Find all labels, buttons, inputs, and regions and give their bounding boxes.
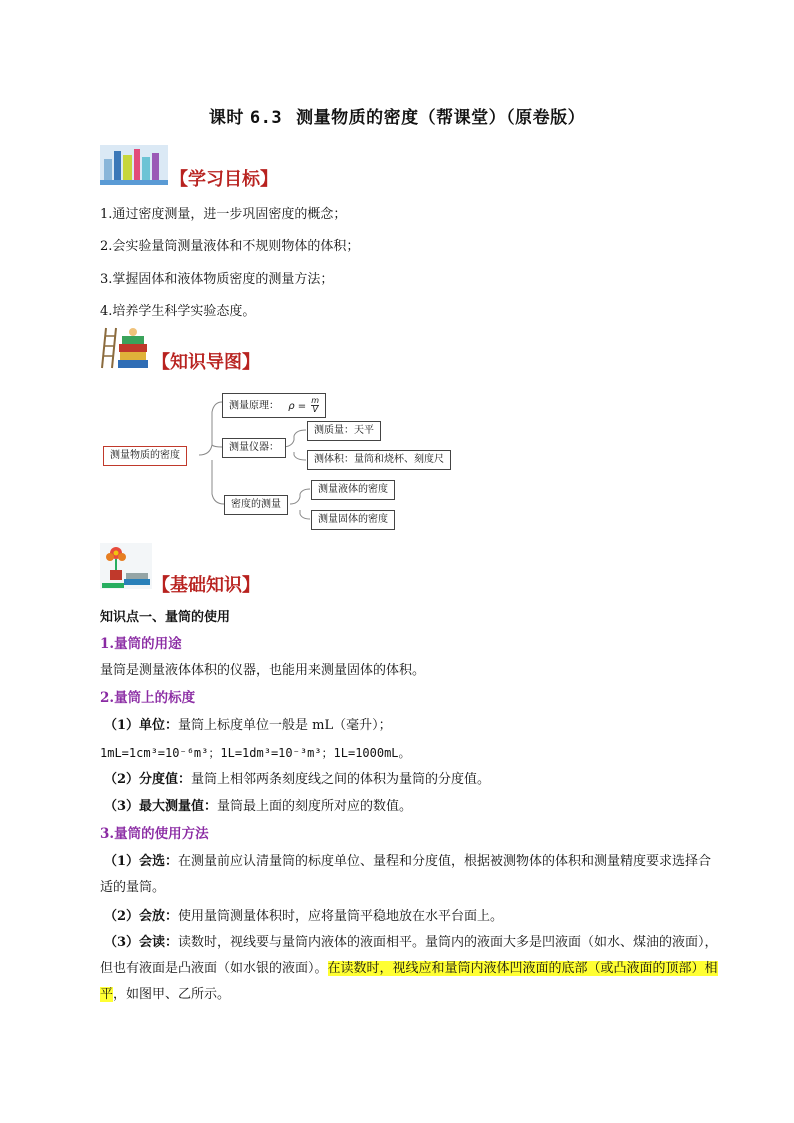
mindmap-heading: 【知识导图】 xyxy=(152,352,260,373)
max-line xyxy=(104,797,412,817)
goal-item: 4.培养学生科学实验态度。 xyxy=(100,304,256,319)
goal-item: 2.会实验量筒测量液体和不规则物体的体积； xyxy=(100,239,360,254)
unit-text: 量筒上标度单位一般是 mL（毫升）； xyxy=(178,718,392,733)
goal-item: 3.掌握固体和液体物质密度的测量方法； xyxy=(100,272,334,287)
title-prefix: 课时 xyxy=(208,108,244,128)
division-label: （2）分度值： xyxy=(104,772,192,787)
place-label: （2）会放： xyxy=(104,909,179,924)
read-text: 读数时，视线要与量筒内液体的液面相平。量筒内的液面大多是凹液面（如水、煤油的液面），但也有液面是凸液面（如水银的液面）。 xyxy=(100,935,718,976)
division-line xyxy=(104,770,490,790)
place-text: 使用量筒测量体积时，应将量筒平稳地放在水平台面上。 xyxy=(178,909,504,924)
read-paragraph xyxy=(100,930,724,1008)
mindmap-principle xyxy=(222,393,326,418)
max-text: 量筒最上面的刻度所对应的数值。 xyxy=(217,799,413,814)
subsection-title: 2.量筒上的标度 xyxy=(100,690,196,706)
mindmap-volume: 测体积：量筒和烧杯、刻度尺 xyxy=(307,450,451,470)
formula-fraction xyxy=(311,397,319,414)
mindmap-instruments: 测量仪器： xyxy=(222,438,286,458)
paragraph: 量筒是测量液体体积的仪器，也能用来测量固体的体积。 xyxy=(100,663,426,678)
conversion-text: 1mL=1cm³=10⁻⁶m³；1L=1dm³=10⁻³m³；1L=1000mL。 xyxy=(100,746,411,760)
knowledge-point-title: 知识点一、量筒的使用 xyxy=(100,610,231,625)
mindmap-solid: 测量固体的密度 xyxy=(311,510,395,530)
max-label: （3）最大测量值： xyxy=(104,799,218,814)
select-paragraph xyxy=(100,849,724,901)
subsection-title: 1.量筒的用途 xyxy=(100,636,182,652)
mindmap-liquid: 测量液体的密度 xyxy=(311,480,395,500)
select-text: 在测量前应认清量筒的标度单位、量程和分度值，根据被测物体的体积和测量精度要求选择合适的量筒。 xyxy=(100,854,712,895)
formula-denominator: V xyxy=(312,405,318,414)
conversion-line xyxy=(100,743,411,764)
select-label: （1）会选： xyxy=(104,854,179,869)
formula-numerator: m xyxy=(311,396,320,405)
division-text: 量筒上相邻两条刻度线之间的体积为量筒的分度值。 xyxy=(191,772,491,787)
place-line xyxy=(104,907,503,927)
flower-books-icon xyxy=(100,543,152,589)
formula-rho: ρ = xyxy=(288,400,307,412)
read-tail: ，如图甲、乙所示。 xyxy=(113,987,231,1002)
mindmap-mass: 测质量：天平 xyxy=(307,421,381,441)
goal-item: 1.通过密度测量，进一步巩固密度的概念； xyxy=(100,207,347,222)
mindmap-root: 测量物质的密度 xyxy=(103,446,187,466)
goals-heading: 【学习目标】 xyxy=(170,169,278,190)
mindmap-density: 密度的测量 xyxy=(224,495,288,515)
subsection-title: 3.量筒的使用方法 xyxy=(100,826,209,842)
read-label: （3）会读： xyxy=(104,935,179,950)
unit-line xyxy=(104,716,392,736)
basics-heading: 【基础知识】 xyxy=(152,575,260,596)
read-highlight: 在读数时，视线应和量筒内液体凹液面的底部（或凸液面的顶部）相平 xyxy=(100,961,718,1002)
title-number: 6.3 xyxy=(249,108,283,128)
principle-label: 测量原理： xyxy=(229,400,279,412)
unit-label: （1）单位： xyxy=(104,718,179,733)
title-text: 测量物质的密度（帮课堂）（原卷版） xyxy=(296,108,586,128)
